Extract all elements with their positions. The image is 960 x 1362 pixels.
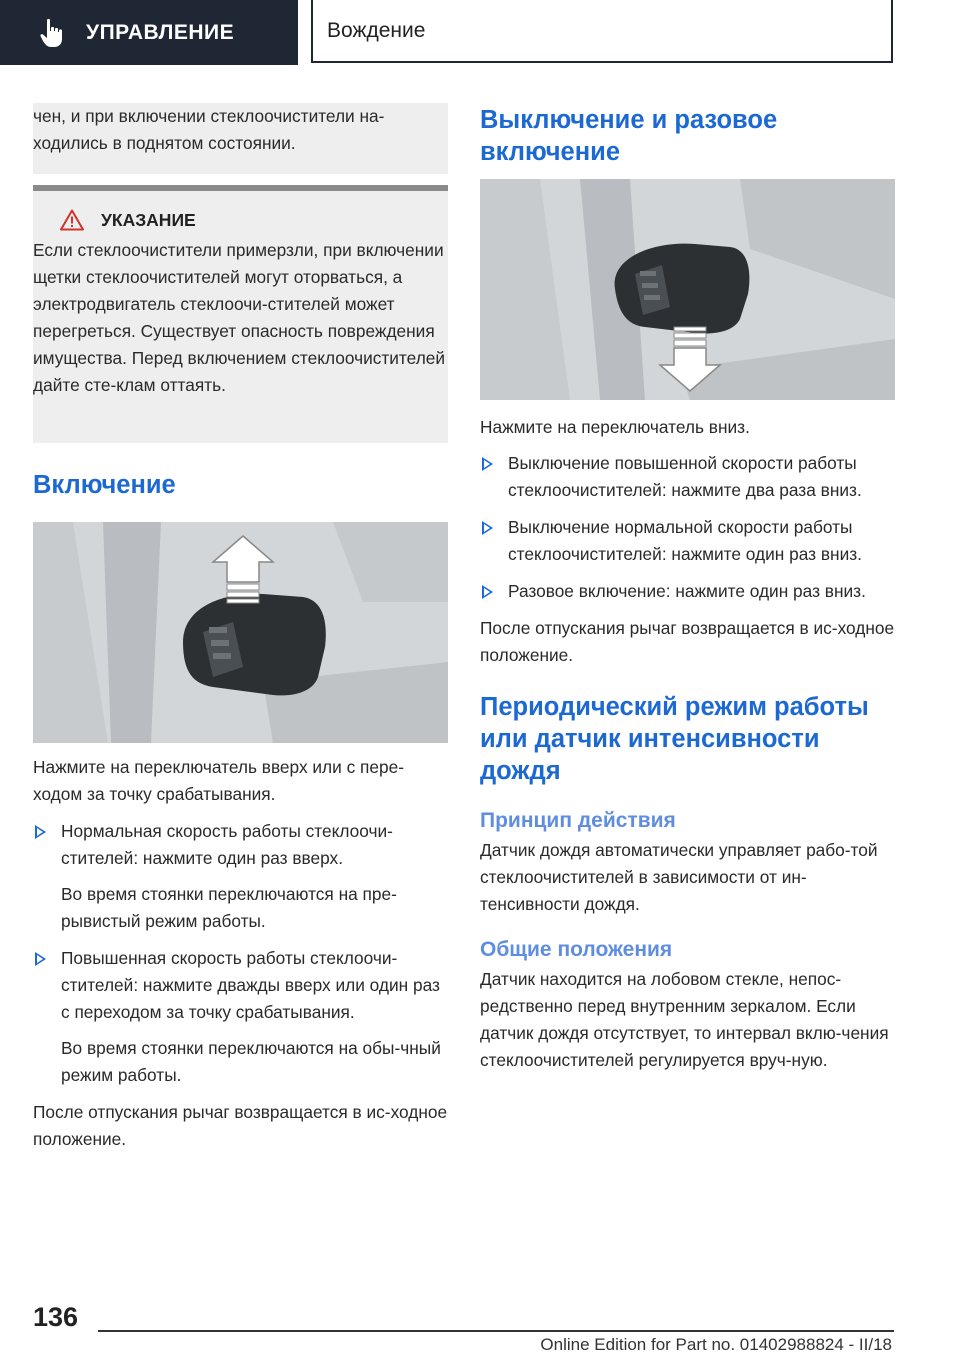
lever-up-illustration bbox=[33, 522, 448, 743]
triangle-bullet-icon bbox=[35, 952, 46, 966]
list-item bbox=[480, 578, 895, 605]
list-item-subtext: Во время стоянки переключаются на обы-чный режим работы. bbox=[61, 1038, 441, 1085]
heading-vyklyuchenie: Выключение и разовое включение bbox=[480, 106, 778, 166]
list-item bbox=[33, 818, 448, 935]
triangle-bullet-icon bbox=[482, 521, 493, 535]
general-text: Датчик находится на лобовом стекле, непос-редственно перед внутренним зеркалом. Если датчик дождя отсутствует, то интервал вклю-чения стеклоочистителей регулируется вруч-ную. bbox=[480, 969, 889, 1070]
intro-text: чен, и при включении стеклоочистители на-ходились в поднятом состоянии. bbox=[33, 106, 385, 153]
list-item-text: Повышенная скорость работы стеклоочи-стителей: нажмите дважды вверх или один раз с переходом за точку срабатывания. bbox=[61, 948, 440, 1022]
heading-periodic-mode: Периодический режим работы или датчик интенсивности дождя bbox=[480, 693, 869, 785]
hand-pointer-icon bbox=[40, 18, 66, 48]
section-title: Вождение bbox=[327, 18, 426, 42]
chapter-title: УПРАВЛЕНИЕ bbox=[86, 20, 235, 44]
warning-triangle-icon bbox=[60, 209, 84, 231]
principle-text: Датчик дождя автоматически управляет рабо-той стеклоочистителей в зависимости от ин-тенсивности дождя. bbox=[480, 840, 878, 914]
footer-divider bbox=[98, 1330, 894, 1332]
list-item bbox=[480, 450, 895, 504]
right-column bbox=[480, 104, 895, 1074]
list-down-options bbox=[480, 450, 895, 605]
list-item-text: Нормальная скорость работы стеклоочи-стителей: нажмите один раз вверх. bbox=[61, 821, 393, 868]
warning-box bbox=[33, 191, 448, 443]
list-item bbox=[33, 945, 448, 1089]
list-up-options bbox=[33, 818, 448, 1089]
triangle-bullet-icon bbox=[482, 585, 493, 599]
triangle-bullet-icon bbox=[482, 457, 493, 471]
triangle-bullet-icon bbox=[35, 825, 46, 839]
section-tab bbox=[311, 0, 893, 63]
warning-title: УКАЗАНИЕ bbox=[101, 209, 196, 230]
list-item-text: Выключение нормальной скорости работы стеклоочистителей: нажмите один раз вниз. bbox=[508, 517, 862, 564]
edition-info: Online Edition for Part no. 01402988824 - II/18 bbox=[540, 1335, 892, 1354]
lever-down-illustration bbox=[480, 179, 895, 400]
subheading-general: Общие положения bbox=[480, 938, 673, 961]
chapter-tab bbox=[0, 0, 298, 65]
list-item-subtext: Во время стоянки переключаются на пре-рывистый режим работы. bbox=[61, 884, 397, 931]
after-text-right: После отпускания рычаг возвращается в ис-ходное положение. bbox=[480, 618, 895, 665]
list-item bbox=[480, 514, 895, 568]
list-item-text: Выключение повышенной скорости работы стеклоочистителей: нажмите два раза вниз. bbox=[508, 453, 862, 500]
caption-down: Нажмите на переключатель вниз. bbox=[480, 417, 750, 437]
after-text-left: После отпускания рычаг возвращается в ис-ходное положение. bbox=[33, 1102, 448, 1149]
subheading-principle: Принцип действия bbox=[480, 809, 676, 832]
warning-text: Если стеклоочистители примерзли, при включении щетки стеклоочистителей могут оторваться, а электродвигатель стеклоочи-стителей может перегреться. Существует опасность повреждения имущества. Перед включением стеклоочистителей дайте сте-клам оттаять. bbox=[33, 240, 446, 395]
switch-up-photo bbox=[33, 522, 448, 743]
caption-up: Нажмите на переключатель вверх или с пере-ходом за точку срабатывания. bbox=[33, 757, 404, 804]
switch-down-photo bbox=[480, 179, 895, 400]
list-item-text: Разовое включение: нажмите один раз вниз. bbox=[508, 581, 866, 601]
heading-vklyuchenie: Включение bbox=[33, 471, 176, 499]
intro-box bbox=[33, 103, 448, 174]
page-number: 136 bbox=[33, 1302, 79, 1332]
left-column bbox=[33, 103, 448, 1153]
